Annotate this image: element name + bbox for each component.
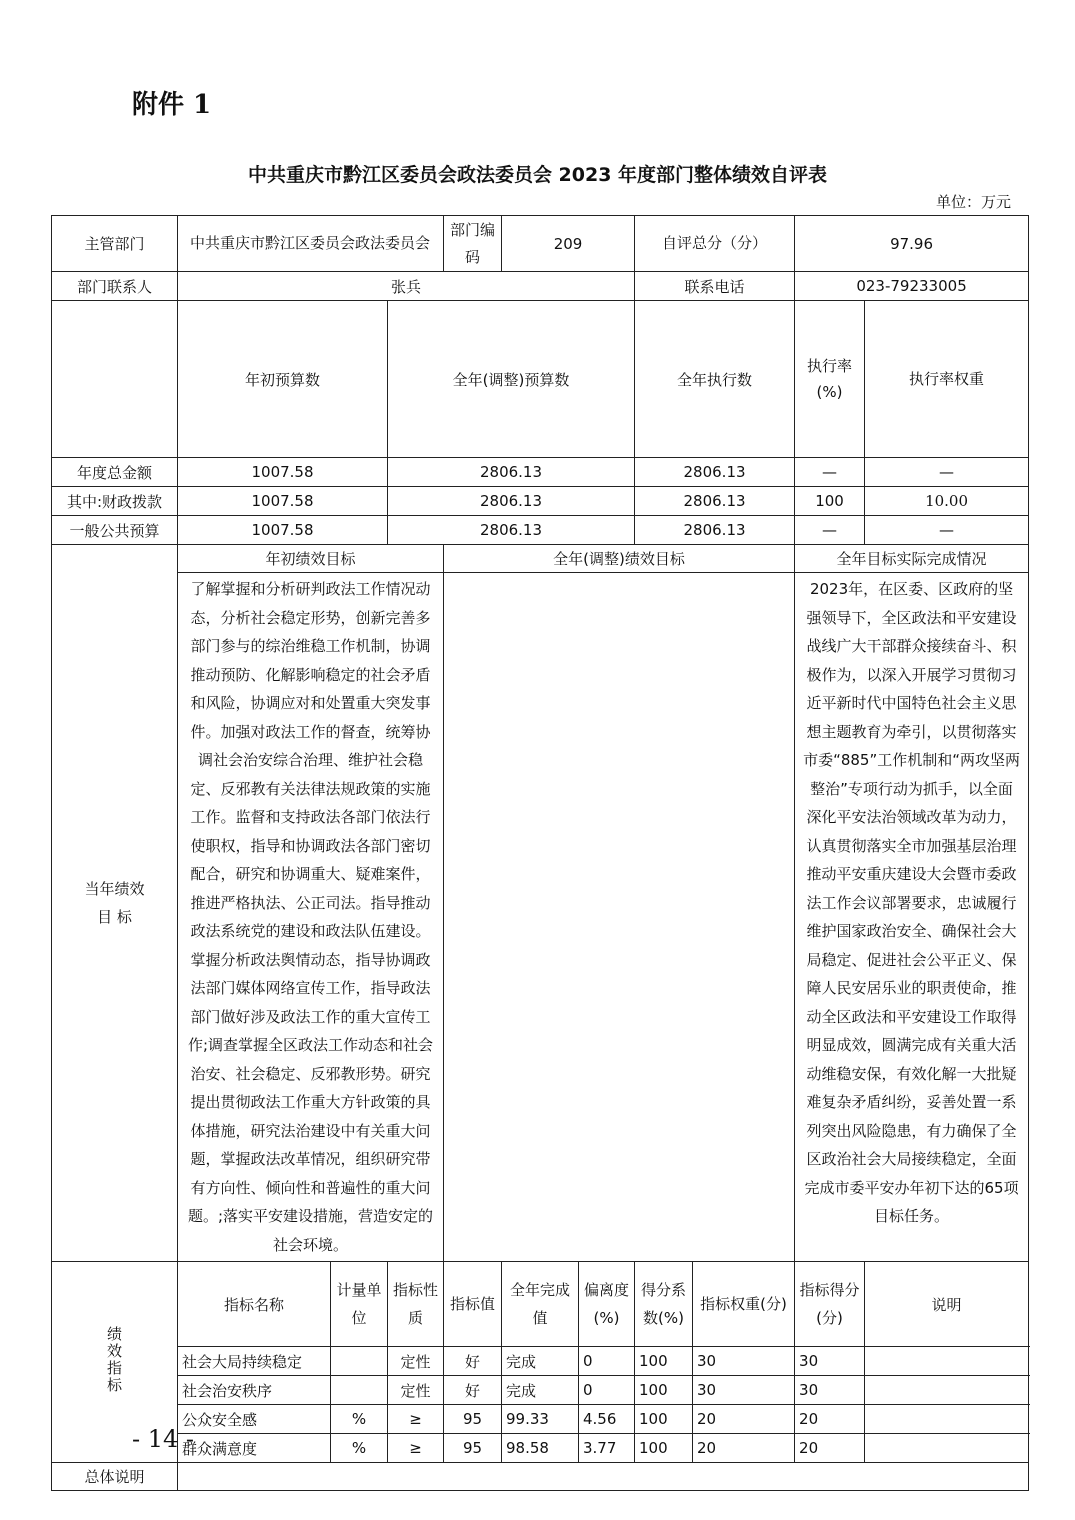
indicator-header: 全年完成值 [502,1262,579,1347]
indicator-row [52,1376,1029,1405]
indicator-row [52,1405,1029,1434]
budget-executed: 2806.13 [635,516,795,545]
indicator-header: 偏离度(%) [579,1262,635,1347]
indicator-actual: 98.58 [502,1434,579,1463]
indicator-header: 说明 [865,1262,1029,1347]
goals-col-actual: 全年目标实际完成情况 [795,545,1029,573]
budget-header-executed: 全年执行数 [635,301,795,458]
budget-rate: — [795,458,865,487]
indicator-name: 社会大局持续稳定 [178,1347,331,1376]
budget-row-label: 年度总金额 [52,458,178,487]
budget-executed: 2806.13 [635,487,795,516]
indicator-actual: 99.33 [502,1405,579,1434]
budget-adjusted: 2806.13 [388,516,635,545]
indicator-header-row [52,1262,1029,1347]
budget-header-adjusted: 全年(调整)预算数 [388,301,635,458]
indicator-coefficient: 100 [635,1376,693,1405]
indicator-coefficient: 100 [635,1405,693,1434]
indicator-weight: 20 [693,1434,795,1463]
indicator-unit [331,1347,388,1376]
indicator-header: 指标权重(分) [693,1262,795,1347]
score-value: 97.96 [795,216,1029,272]
indicator-value: 95 [444,1434,502,1463]
indicator-weight: 30 [693,1347,795,1376]
budget-header-initial: 年初预算数 [178,301,388,458]
indicator-unit: % [331,1434,388,1463]
indicator-header: 指标性质 [388,1262,444,1347]
indicator-note [865,1434,1029,1463]
code-label: 部门编码 [444,216,502,272]
budget-corner [52,301,178,458]
goals-label-text: 当年绩效目 标 [84,880,145,926]
indicator-coefficient: 100 [635,1347,693,1376]
indicator-deviation: 3.77 [579,1434,635,1463]
budget-adjusted: 2806.13 [388,487,635,516]
goals-adjusted-text [444,573,795,1262]
dept-label: 主管部门 [52,216,178,272]
budget-executed: 2806.13 [635,458,795,487]
budget-row [52,487,1029,516]
budget-row-label: 其中:财政拨款 [52,487,178,516]
indicator-weight: 20 [693,1405,795,1434]
attachment-label: 附件 1 [132,90,212,120]
indicators-label-text: 绩效指标 [105,1326,123,1394]
summary-label: 总体说明 [52,1463,178,1491]
budget-row-label: 一般公共预算 [52,516,178,545]
goals-actual-text: 2023年，在区委、区政府的坚强领导下，全区政法和平安建设战线广大干部群众接续奋斗、积极作为，以深入开展学习贯彻习近平新时代中国特色社会主义思想主题教育为牵引，以贯彻落实市委“885”工作机制和“两攻坚两整治”专项行动为抓手，以全面深化平安法治领域改革为动力，认真贯彻落实全市加强基层治理推动平安重庆建设大会暨市委政法工作会议部署要求，忠诚履行维护国家政治安全、确保社会大局稳定、促进社会公平正义、保障人民安居乐业的职责使命，推动全区政法和平安建设工作取得明显成效，圆满完成有关重大活动维稳安保，有效化解一大批疑难复杂矛盾纠纷，妥善处置一系列突出风险隐患，有力确保了全区政治社会大局接续稳定，全面完成市委平安办年初下达的65项目标任务。 [795,573,1029,1262]
indicator-row [52,1347,1029,1376]
indicator-header: 指标名称 [178,1262,331,1347]
dept-value: 中共重庆市黔江区委员会政法委员会 [178,216,444,272]
indicator-weight: 30 [693,1376,795,1405]
page-title: 中共重庆市黔江区委员会政法委员会 2023 年度部门整体绩效自评表 [247,164,828,186]
indicator-deviation: 4.56 [579,1405,635,1434]
indicator-unit [331,1376,388,1405]
goals-col-adjusted: 全年(调整)绩效目标 [444,545,795,573]
budget-header-row [52,301,1029,458]
budget-rate: 100 [795,487,865,516]
indicator-nature: ≥ [388,1405,444,1434]
budget-initial: 1007.58 [178,516,388,545]
unit-label: 单位：万元 [935,193,1011,211]
goals-label [52,545,178,1262]
indicator-header: 指标得分(分) [795,1262,865,1347]
budget-rate: — [795,516,865,545]
budget-initial: 1007.58 [178,487,388,516]
indicator-header: 指标值 [444,1262,502,1347]
budget-header-rate: 执行率(%) [795,301,865,458]
indicator-score: 30 [795,1376,865,1405]
indicator-name: 群众满意度 [178,1434,331,1463]
indicator-name: 公众安全感 [178,1405,331,1434]
budget-weight: 10.00 [865,487,1029,516]
indicator-nature: 定性 [388,1376,444,1405]
budget-initial: 1007.58 [178,458,388,487]
budget-weight: — [865,458,1029,487]
contact-value: 张兵 [178,272,635,301]
contact-row [52,272,1029,301]
phone-value: 023-79233005 [795,272,1029,301]
indicator-nature: 定性 [388,1347,444,1376]
budget-header-weight: 执行率权重 [865,301,1029,458]
indicator-note [865,1347,1029,1376]
goals-col-initial: 年初绩效目标 [178,545,444,573]
goals-content-row [52,573,1029,1262]
indicator-deviation: 0 [579,1376,635,1405]
indicator-header: 得分系数(%) [635,1262,693,1347]
indicator-note [865,1376,1029,1405]
budget-adjusted: 2806.13 [388,458,635,487]
indicator-actual: 完成 [502,1347,579,1376]
budget-row [52,516,1029,545]
budget-weight: — [865,516,1029,545]
goals-initial-text: 了解掌握和分析研判政法工作情况动态，分析社会稳定形势，创新完善多部门参与的综治维稳工作机制，协调推动预防、化解影响稳定的社会矛盾和风险，协调应对和处置重大突发事件。加强对政法工作的督查，统筹协调社会治安综合治理、维护社会稳定、反邪教有关法律法规政策的实施工作。监督和支持政法各部门依法行使职权，指导和协调政法各部门密切配合，研究和协调重大、疑难案件，推进严格执法、公正司法。指导推动政法系统党的建设和政法队伍建设。掌握分析政法舆情动态，指导协调政法部门媒体网络宣传工作，指导政法部门做好涉及政法工作的重大宣传工作;调查掌握全区政法工作动态和社会治安、社会稳定、反邪教形势。研究提出贯彻政法工作重大方针政策的具体措施，研究法治建设中有关重大问题，掌握政法改革情况，组织研究带有方向性、倾向性和普遍性的重大问题。;落实平安建设措施，营造安定的社会环境。 [178,573,444,1262]
indicator-name: 社会治安秩序 [178,1376,331,1405]
indicator-score: 20 [795,1405,865,1434]
goals-header-row [52,545,1029,573]
summary-value [178,1463,1029,1491]
indicator-deviation: 0 [579,1347,635,1376]
indicator-note [865,1405,1029,1434]
code-value: 209 [502,216,635,272]
indicator-nature: ≥ [388,1434,444,1463]
page-number: - 14 - [132,1425,195,1453]
evaluation-table [51,215,1029,1491]
indicator-actual: 完成 [502,1376,579,1405]
indicator-header: 计量单位 [331,1262,388,1347]
indicator-value: 好 [444,1376,502,1405]
indicator-score: 30 [795,1347,865,1376]
dept-row [52,216,1029,272]
contact-label: 部门联系人 [52,272,178,301]
score-label: 自评总分（分） [635,216,795,272]
indicator-coefficient: 100 [635,1434,693,1463]
budget-row [52,458,1029,487]
indicator-unit: % [331,1405,388,1434]
indicator-value: 好 [444,1347,502,1376]
indicator-row [52,1434,1029,1463]
phone-label: 联系电话 [635,272,795,301]
indicator-score: 20 [795,1434,865,1463]
indicator-value: 95 [444,1405,502,1434]
summary-row [52,1463,1029,1491]
